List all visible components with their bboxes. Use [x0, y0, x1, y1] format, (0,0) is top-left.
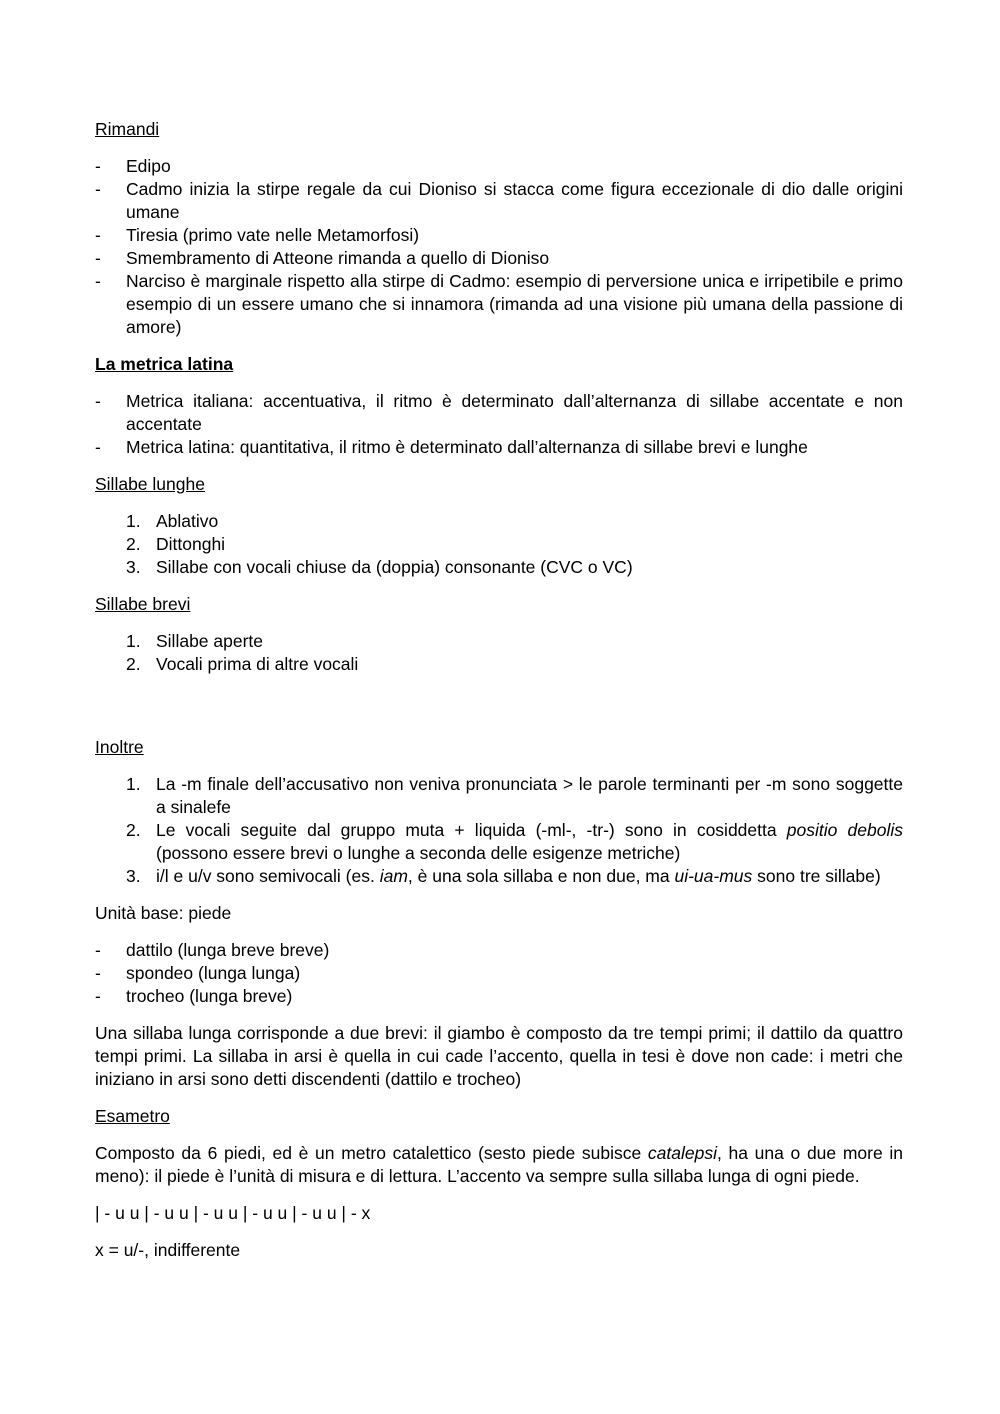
metrica-heading: La metrica latina [95, 354, 234, 374]
list-item-text: Vocali prima di altre vocali [156, 654, 359, 674]
list-item-text: Tiresia (primo vate nelle Metamorfosi) [126, 225, 420, 245]
list-item-text: La -m finale dell’accusativo non veniva pronunciata > le parole terminanti per -m sono soggette a sinalefe [156, 774, 903, 817]
list-item-text: Dittonghi [156, 534, 226, 554]
list-item [95, 270, 903, 339]
list-item [95, 773, 903, 819]
esametro-legend: x = u/-, indifferente [95, 1240, 241, 1260]
italic-term: catalepsi [647, 1143, 717, 1163]
list-item [95, 819, 903, 865]
esametro-heading: Esametro [95, 1106, 170, 1126]
list-item [95, 510, 903, 533]
sillaba-paragraph: Una sillaba lunga corrisponde a due brevi: il giambo è composto da tre tempi primi; il dattilo da quattro tempi primi. La sillaba in arsi è quella in cui cade l’accento, quella in tesi è dove non cade: i metri che iniziano in arsi sono detti discendenti (dattilo e trocheo) [95, 1023, 903, 1089]
list-item-text: Sillabe aperte [156, 631, 264, 651]
dash-marker: - [95, 156, 101, 176]
dash-marker: - [95, 940, 101, 960]
dash-marker: - [95, 437, 101, 457]
sillabe-lunghe-heading: Sillabe lunghe [95, 474, 205, 494]
list-item-text: Smembramento di Atteone rimanda a quello di Dioniso [126, 248, 550, 268]
list-item [95, 436, 903, 459]
number-marker: 1. [126, 511, 141, 531]
sillabe-lunghe-list [95, 510, 903, 579]
number-marker: 2. [126, 534, 141, 554]
dash-marker: - [95, 179, 101, 199]
list-item-text: Narciso è marginale rispetto alla stirpe di Cadmo: esempio di perversione unica e irripetibile e primo esempio di un essere umano che si innamora (rimanda ad una visione più umana della passione di amore) [126, 271, 903, 337]
list-item [95, 865, 903, 888]
list-item-text: Le vocali seguite dal gruppo muta + liquida (-ml-, -tr-) sono in cosiddetta positio debolis (possono essere brevi o lunghe a seconda delle esigenze metriche) [156, 820, 903, 863]
esametro-paragraph: Composto da 6 piedi, ed è un metro catalettico (sesto piede subisce catalepsi, ha una o due more in meno): il piede è l’unità di misura e di lettura. L’accento va sempre sulla sillaba lunga di ogni piede. [95, 1143, 903, 1186]
italic-term: ui-ua-mus [674, 866, 753, 886]
list-item-text: trocheo (lunga breve) [126, 986, 293, 1006]
list-item [95, 178, 903, 224]
document-page [95, 118, 903, 1276]
esametro-scheme: | - u u | - u u | - u u | - u u | - u u | - x [95, 1203, 371, 1223]
list-item [95, 653, 903, 676]
piede-list [95, 939, 903, 1008]
list-item [95, 390, 903, 436]
list-item [95, 556, 903, 579]
number-marker: 1. [126, 774, 141, 794]
sillabe-brevi-heading: Sillabe brevi [95, 594, 191, 614]
rimandi-list [95, 155, 903, 339]
number-marker: 2. [126, 820, 141, 840]
list-item-text: Sillabe con vocali chiuse da (doppia) consonante (CVC o VC) [156, 557, 633, 577]
italic-term: iam [379, 866, 408, 886]
list-item-text: Cadmo inizia la stirpe regale da cui Dioniso si stacca come figura eccezionale di dio dalle origini umane [126, 179, 903, 222]
list-item [95, 224, 903, 247]
metrica-list [95, 390, 903, 459]
rimandi-heading: Rimandi [95, 119, 160, 139]
dash-marker: - [95, 225, 101, 245]
dash-marker: - [95, 391, 101, 411]
list-item [95, 533, 903, 556]
dash-marker: - [95, 248, 101, 268]
dash-marker: - [95, 963, 101, 983]
inoltre-list [95, 773, 903, 888]
list-item-text: Metrica italiana: accentuativa, il ritmo è determinato dall’alternanza di sillabe accentate e non accentate [126, 391, 903, 434]
italic-term: positio debolis [786, 820, 903, 840]
number-marker: 3. [126, 557, 141, 577]
list-item [95, 247, 903, 270]
list-item [95, 155, 903, 178]
blank-spacer [95, 690, 903, 736]
number-marker: 2. [126, 654, 141, 674]
inoltre-heading: Inoltre [95, 737, 144, 757]
list-item [95, 630, 903, 653]
number-marker: 3. [126, 866, 141, 886]
number-marker: 1. [126, 631, 141, 651]
list-item [95, 962, 903, 985]
sillabe-brevi-list [95, 630, 903, 676]
dash-marker: - [95, 271, 101, 291]
list-item [95, 939, 903, 962]
list-item-text: Metrica latina: quantitativa, il ritmo è determinato dall’alternanza di sillabe brevi e lunghe [126, 437, 808, 457]
list-item-text: dattilo (lunga breve breve) [126, 940, 330, 960]
list-item-text: i/l e u/v sono semivocali (es. iam, è una sola sillaba e non due, ma ui-ua-mus sono tre sillabe) [156, 866, 881, 886]
piede-label: Unità base: piede [95, 903, 232, 923]
list-item-text: Edipo [126, 156, 171, 176]
dash-marker: - [95, 986, 101, 1006]
list-item-text: Ablativo [156, 511, 219, 531]
list-item [95, 985, 903, 1008]
list-item-text: spondeo (lunga lunga) [126, 963, 301, 983]
